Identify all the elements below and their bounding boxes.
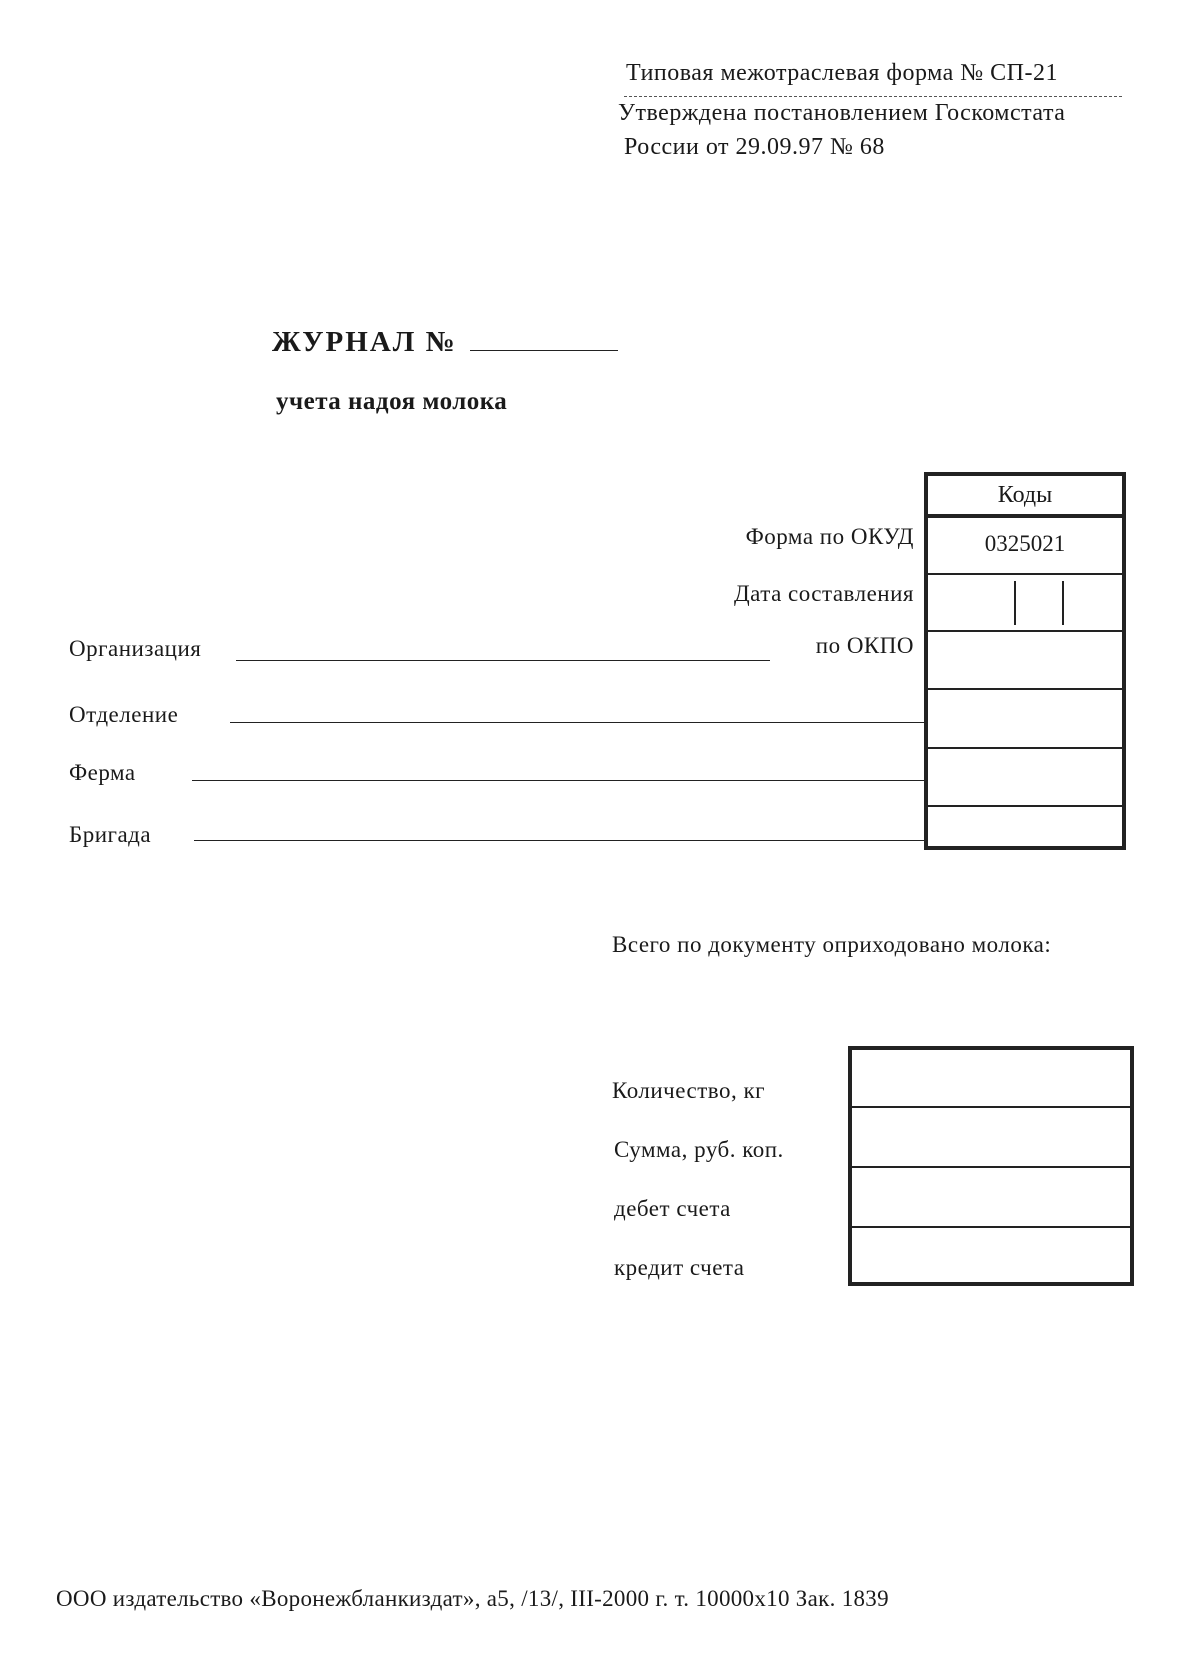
department-field[interactable]: [230, 722, 924, 723]
codes-table: [924, 472, 1126, 850]
code-cell-blank[interactable]: [928, 807, 1122, 846]
credit-cell[interactable]: [852, 1228, 1130, 1282]
codes-header-cell: [928, 476, 1122, 518]
header-divider: [624, 96, 1122, 97]
date-label: Дата составления: [733, 581, 914, 606]
quantity-cell[interactable]: [852, 1050, 1130, 1108]
okud-cell[interactable]: [928, 518, 1122, 575]
approval-line: Утверждена постановлением Госкомстата: [618, 100, 1066, 126]
sum-cell[interactable]: [852, 1108, 1130, 1168]
journal-number-field[interactable]: [470, 350, 618, 351]
date-cell[interactable]: [928, 575, 1122, 632]
farm-field[interactable]: [192, 780, 924, 781]
organization-label: Организация: [69, 636, 202, 661]
approval-date-line: России от 29.09.97 № 68: [624, 134, 885, 160]
okud-label: Форма по ОКУД: [745, 524, 914, 549]
brigade-label: Бригада: [69, 822, 152, 847]
codes-heading: Коды: [997, 482, 1053, 508]
code-cell-blank[interactable]: [928, 749, 1122, 807]
publisher-footer: ООО издательство «Воронежбланкиздат», а5, /13/, III-2000 г. т. 10000х10 Зак. 1839: [56, 1586, 889, 1611]
okud-code: 0325021: [984, 531, 1066, 556]
journal-title: ЖУРНАЛ №: [272, 326, 457, 358]
okpo-cell[interactable]: [928, 632, 1122, 690]
debit-cell[interactable]: [852, 1168, 1130, 1228]
sum-label: Сумма, руб. коп.: [614, 1137, 784, 1162]
code-cell-blank[interactable]: [928, 690, 1122, 749]
organization-field[interactable]: [236, 660, 770, 661]
quantity-label: Количество, кг: [612, 1078, 766, 1103]
department-label: Отделение: [69, 702, 179, 727]
farm-label: Ферма: [69, 760, 136, 785]
journal-subtitle: учета надоя молока: [276, 388, 508, 415]
totals-table: [848, 1046, 1134, 1286]
credit-label: кредит счета: [614, 1255, 745, 1280]
okpo-label: по ОКПО: [815, 633, 914, 658]
date-separator: [1062, 581, 1064, 625]
totals-heading: Всего по документу оприходовано молока:: [612, 932, 1052, 957]
date-separator: [1014, 581, 1016, 625]
form-type-line: Типовая межотраслевая форма № СП-21: [626, 60, 1058, 86]
debit-label: дебет счета: [614, 1196, 731, 1221]
brigade-field[interactable]: [194, 840, 924, 841]
